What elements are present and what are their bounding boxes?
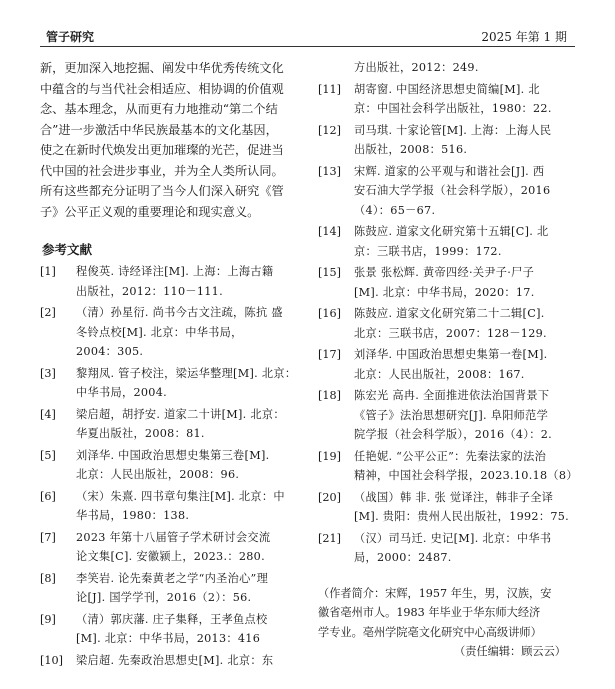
- reference-text-line: 华书局，1980：138.: [76, 509, 190, 522]
- reference-text: [76, 651, 302, 671]
- reference-text: [76, 610, 302, 649]
- reference-text-line: 论文集[C]. 安徽颍上，2023.：280.: [76, 550, 265, 563]
- reference-number: [8]: [40, 571, 56, 585]
- reference-text: [76, 405, 302, 444]
- reference-entry: [40, 364, 302, 403]
- reference-text: [76, 446, 302, 485]
- body-text-line: 子》公平正义观的重要理论和现实意义。: [40, 204, 260, 219]
- reference-text-line: 陈宏光 高冉. 全面推进依法治国背景下: [354, 389, 550, 402]
- page-header: [40, 26, 575, 47]
- responsible-editor: （责任编辑：顾云云）: [454, 645, 566, 658]
- reference-text-line: 刘泽华. 中国政治思想史集第一卷[M].: [354, 348, 548, 361]
- reference-number: [1]: [40, 265, 56, 278]
- reference-text-line: 2004：305.: [76, 345, 144, 358]
- reference-text-line: （宋）朱熹. 四书章句集注[M]. 北京：中: [76, 489, 285, 503]
- reference-text: [354, 121, 580, 160]
- reference-entry: [318, 58, 580, 78]
- reference-text-line: 京：中国社会科学出版社，1980：22.: [354, 102, 552, 115]
- reference-text: [76, 303, 302, 362]
- reference-text-line: 陈鼓应. 道家文化研究第十五辑[C]. 北: [354, 225, 549, 238]
- reference-text-line: 张景 张松辉. 黄帝四经·关尹子·尸子: [354, 266, 535, 279]
- reference-number: [4]: [40, 407, 56, 421]
- reference-text: [76, 364, 302, 403]
- reference-text-line: 出版社，2008：516.: [354, 143, 468, 156]
- reference-entry: [318, 263, 580, 302]
- reference-text: [354, 58, 580, 78]
- reference-entry: [40, 303, 302, 362]
- reference-text-line: 梁启超，胡抒安. 道家二十讲[M]. 北京：: [76, 407, 285, 421]
- reference-number: [3]: [40, 366, 56, 380]
- reference-entry: [318, 488, 580, 527]
- reference-text-line: [M]. 贵阳：贵州人民出版社，1992：75.: [354, 510, 570, 523]
- reference-text-line: （清）郭庆藩. 庄子集释，王孝鱼点校: [76, 612, 268, 626]
- reference-number: [21]: [318, 531, 341, 545]
- reference-text-line: 华夏出版社，2008：81.: [76, 427, 205, 440]
- reference-text-line: 李笑岩. 论先秦黄老之学“内圣治心”理: [76, 571, 269, 585]
- reference-entry: [318, 222, 580, 261]
- reference-text: [354, 80, 580, 119]
- reference-entry: [40, 405, 302, 444]
- reference-entry: [318, 529, 580, 568]
- reference-number: [7]: [40, 530, 56, 544]
- reference-text: [76, 262, 302, 301]
- reference-entry: [40, 262, 302, 301]
- reference-text-line: 方出版社，2012：249.: [354, 61, 479, 74]
- references-title: 参考文献: [42, 242, 93, 257]
- reference-text-line: [M]. 北京：中华书局，2020：17.: [354, 285, 535, 299]
- reference-text-line: 北京：人民出版社，2008：96.: [76, 468, 240, 481]
- reference-entry: [318, 304, 580, 343]
- reference-entry: [318, 345, 580, 384]
- reference-number: [14]: [318, 225, 341, 238]
- reference-text-line: [M]. 北京：中华书局，2013：416: [76, 632, 261, 645]
- author-bio-line: 徽省亳州市人。1983 年毕业于华东师大经济: [318, 606, 541, 619]
- reference-text: [354, 488, 580, 527]
- reference-text: [354, 263, 580, 302]
- reference-entry: [40, 528, 302, 567]
- reference-entry: [40, 446, 302, 485]
- body-text-line: 所有这些都充分证明了当今人们深入研究《管: [40, 184, 284, 198]
- reference-entry: [40, 651, 302, 671]
- references-list-left: [40, 262, 302, 670]
- reference-entry: [40, 487, 302, 526]
- reference-text-line: 陈鼓应. 道家文化研究第二十二辑[C].: [354, 307, 545, 320]
- author-bio-line: 学专业。亳州学院亳文化研究中心高级讲师）: [318, 625, 542, 639]
- reference-number: [13]: [318, 164, 341, 178]
- reference-number: [10]: [40, 653, 63, 667]
- reference-text: [354, 345, 580, 384]
- left-column: [40, 58, 302, 672]
- reference-number: [5]: [40, 448, 56, 462]
- reference-entry: [318, 447, 580, 486]
- author-bio: [318, 584, 580, 662]
- reference-entry: [318, 386, 580, 445]
- reference-text-line: 精神，中国社会科学报，2023.10.18（8）: [354, 469, 578, 482]
- reference-text-line: 刘泽华. 中国政治思想史集第三卷[M].: [76, 448, 270, 462]
- reference-text-line: 程俊英. 诗经译注[M]. 上海：上海古籍: [76, 265, 274, 278]
- reference-text: [354, 386, 580, 445]
- reference-entry: [40, 569, 302, 608]
- reference-text: [76, 487, 302, 526]
- reference-text-line: 论[J]. 国学学刊，2016（2）：56.: [76, 591, 252, 604]
- reference-text-line: 中华书局，2004.: [76, 386, 167, 399]
- reference-number: [2]: [40, 306, 56, 319]
- reference-number: [18]: [318, 389, 341, 402]
- reference-text-line: （战国）韩 非. 张 觉译注，韩非子全译: [354, 490, 554, 504]
- reference-text: [354, 222, 580, 261]
- reference-number: [11]: [318, 82, 341, 96]
- body-text-line: 念、基本理念，从而更有力地推动“第二个结: [40, 102, 278, 116]
- reference-text: [354, 304, 580, 343]
- reference-entry: [40, 610, 302, 649]
- reference-number: [19]: [318, 449, 341, 463]
- journal-name: 管子研究: [46, 30, 95, 44]
- reference-text-line: 京：三联书店，1999：172.: [354, 244, 502, 258]
- reference-text-line: 北京：人民出版社，2008：167.: [354, 367, 525, 381]
- body-text-line: 新，更加深入地挖掘、阐发中华优秀传统文化: [40, 61, 284, 75]
- reference-text-line: 梁启超. 先秦政治思想史[M]. 北京：东: [76, 653, 274, 667]
- reference-text-line: 司马琪. 十家论管[M]. 上海：上海人民: [354, 123, 552, 137]
- reference-text-line: 宋辉. 道家的公平观与和谐社会[J]. 西: [354, 164, 545, 178]
- body-text-line: 中蕴含的与当代社会相适应、相协调的价值观: [40, 81, 284, 96]
- reference-text-line: 冬铃点校[M]. 北京：中华书局，: [76, 325, 243, 339]
- reference-text-line: 黎翔凤. 管子校注，梁运华整理[M]. 北京：: [76, 366, 297, 380]
- reference-text-line: 胡寄窗. 中国经济思想史简编[M]. 北: [354, 82, 540, 96]
- reference-number: [20]: [318, 490, 341, 504]
- reference-entry: [318, 162, 580, 221]
- reference-text-line: 北京：三联书店，2007：128－129.: [354, 326, 547, 340]
- reference-number: [6]: [40, 489, 56, 503]
- body-paragraph: [40, 58, 302, 222]
- reference-text-line: 任艳妮. “公平公正”：先秦法家的法治: [354, 449, 547, 463]
- reference-text-line: 安石油大学学报（社会科学版），2016: [354, 184, 551, 197]
- body-text-line: 合”进一步激活中华民族最基本的文化基因，: [40, 122, 278, 137]
- body-text-line: 使之在新时代焕发出更加璀璨的光芒，促进当: [40, 143, 284, 157]
- reference-text-line: （4）：65－67.: [354, 203, 436, 217]
- reference-text-line: 出版社，2012：110－111.: [76, 284, 223, 298]
- right-column: [318, 58, 580, 662]
- reference-number: [15]: [318, 266, 341, 279]
- issue-number: 2025 年第 1 期: [481, 30, 567, 44]
- reference-number: [16]: [318, 307, 341, 320]
- author-bio-line: （作者简介：宋辉，1957 年生，男，汉族，安: [318, 586, 552, 600]
- reference-text-line: 局，2000：2487.: [354, 551, 452, 564]
- reference-text: [354, 162, 580, 221]
- body-text-line: 代中国的社会进步事业，并为全人类所认同。: [40, 163, 284, 178]
- reference-text-line: 院学报（社会科学版），2016（4）：2.: [354, 428, 552, 441]
- reference-entry: [318, 80, 580, 119]
- reference-text-line: 《管子》法治思想研究[J]. 阜阳师范学: [354, 408, 549, 422]
- reference-text: [76, 528, 302, 567]
- reference-text-line: （清）孙星衍. 尚书今古文注疏，陈抗 盛: [76, 306, 283, 319]
- references-list-right: [318, 58, 580, 568]
- reference-text: [76, 569, 302, 608]
- reference-text-line: （汉）司马迁. 史记[M]. 北京：中华书: [354, 531, 552, 545]
- reference-text: [354, 529, 580, 568]
- reference-number: [9]: [40, 612, 56, 626]
- reference-number: [17]: [318, 348, 341, 361]
- reference-entry: [318, 121, 580, 160]
- reference-text-line: 2023 年第十八届管子学术研讨会交流: [76, 530, 271, 544]
- reference-text: [354, 447, 580, 486]
- reference-number: [12]: [318, 123, 341, 137]
